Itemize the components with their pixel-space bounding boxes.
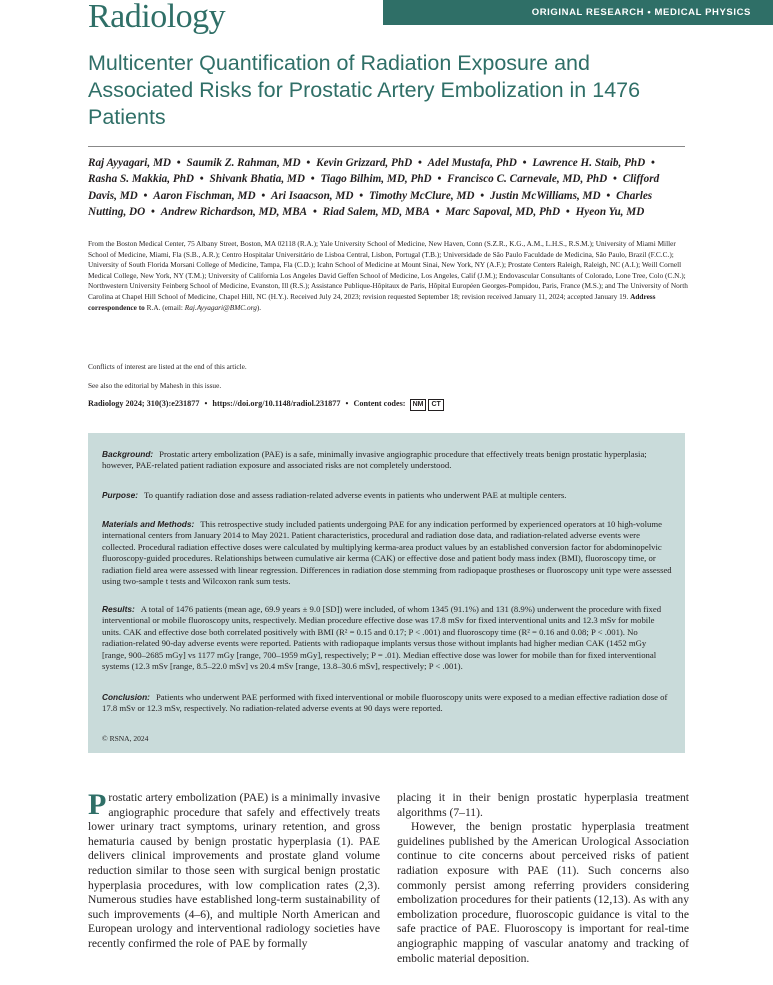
- author-name: Charles Nutting, DO: [88, 189, 653, 218]
- author-name: Kevin Grizzard, PhD: [316, 157, 413, 169]
- author-separator: •: [415, 157, 425, 169]
- conclusion-text: Patients who underwent PAE performed with fixed interventional or mobile fluoroscopy units were exposed to a median effective radiation dose of 17.8 mSv or 12.3 mSv, respectively. No radiation-related adverse events at 90 days were reported.: [102, 692, 668, 714]
- author-separator: •: [648, 157, 655, 169]
- author-separator: •: [148, 205, 158, 218]
- abstract-results: [102, 604, 672, 672]
- conclusion-label: Conclusion:: [102, 692, 150, 702]
- author-name: Marc Sapoval, MD, PhD: [445, 205, 561, 218]
- methods-label: Materials and Methods:: [102, 519, 195, 529]
- body-column-left: [88, 788, 380, 952]
- author-separator: •: [303, 157, 314, 169]
- author-list: [88, 155, 688, 220]
- drop-cap: P: [88, 788, 107, 821]
- author-separator: •: [610, 173, 620, 186]
- author-name: Adel Mustafa, PhD: [427, 157, 517, 169]
- author-separator: •: [258, 189, 269, 202]
- author-name: Tiago Bilhim, MD, PhD: [320, 173, 432, 186]
- author-name: Timothy McClure, MD: [368, 189, 475, 202]
- abstract-purpose: [102, 490, 672, 501]
- citation-line: Radiology 2024; 310(3):e231877 • https://doi.org/10.1148/radiol.231877 • Content codes: NM CT: [88, 399, 444, 411]
- body-right-p2: However, the benign prostatic hyperplasia treatment guidelines published by the American Urological Association continue to cite concerns about perceived risks of patient radiation exposure with PAE (11). Such concerns also commonly persist among referring providers considering embolization procedures for their patients (12,13). As with any embolization procedure, fluoroscopic guidance is vital to the safe practice of PAE. Fluoroscopy is important for real-time angiographic mapping of vascular anatomy and tracking of embolic material deposition.: [397, 820, 689, 965]
- author-name: Raj Ayyagari, MD: [88, 157, 171, 169]
- results-label: Results:: [102, 604, 135, 614]
- article-title: Multicenter Quantification of Radiation Exposure and Associated Risks for Prostatic Artery Embolization in 1476 Patients: [88, 51, 641, 129]
- author-separator: •: [563, 205, 573, 218]
- background-label: Background:: [102, 449, 154, 459]
- author-separator: •: [307, 173, 318, 186]
- author-separator: •: [603, 189, 614, 202]
- title-divider: [88, 146, 685, 147]
- content-code-ct: CT: [428, 399, 443, 411]
- author-name: Andrew Richardson, MD, MBA: [160, 205, 308, 218]
- author-name: Riad Salem, MD, MBA: [322, 205, 430, 218]
- affiliations-text: From the Boston Medical Center, 75 Albany Street, Boston, MA 02118 (R.A.); Yale University School of Medicine, New Haven, Conn (S.Z.R., K.G., A.M., L.H.S., R.S.M.); University of Miami Miller School of Medicine, Miami, Fla (S.B., A.R.); Centro Hospitalar Universitário de Lisboa Central, Lisbon, Portugal (T.B.); Universidade de São Paulo Faculdade de Medicina, São Paulo, Brazil (F.C.C.); University of South Florida Morsani College of Medicine, Tampa, Fla (C.D.); Icahn School of Medicine at Mount Sinai, New York, NY (A.F.); Prostate Centers Raleigh, Raleigh, NC (A.I.); Weill Cornell Medical College, New York, NY (T.M.); University of California Los Angeles David Geffen School of Medicine, Los Angeles, Calif (J.M.); Endovascular Consultants of Colorado, Lone Tree, Colo (C.N.); Northwestern University Feinberg School of Medicine, Evanston, Ill (R.S.); Assistance Publique-Hôpitaux de Paris, Hôpital Européen Georges-Pompidou, Paris, France (M.S.); and The University of North Carolina at Chapel Hill School of Medicine, Chapel Hill, NC (H.Y.). Received July 24, 2023; revision requested September 18; revision received January 11, 2024; accepted January 19.: [88, 239, 688, 301]
- author-name: Aaron Fischman, MD: [153, 189, 256, 202]
- author-name: Lawrence H. Staib, PhD: [532, 157, 646, 169]
- purpose-text: To quantify radiation dose and assess radiation-related adverse events in patients who underwent PAE at multiple centers.: [143, 490, 567, 500]
- author-name: Ari Isaacson, MD: [271, 189, 354, 202]
- body-right-p1: placing it in their benign prostatic hyperplasia treatment algorithms (7–11).: [397, 791, 689, 819]
- abstract-background: [102, 449, 672, 472]
- author-separator: •: [356, 189, 366, 202]
- author-separator: •: [432, 205, 443, 218]
- conflicts-note: Conflicts of interest are listed at the end of this article.: [88, 362, 247, 371]
- author-name: Hyeon Yu, MD: [575, 205, 645, 218]
- abstract-conclusion: [102, 692, 672, 715]
- author-name: Francisco C. Carnevale, MD, PhD: [447, 173, 608, 186]
- author-separator: •: [477, 189, 488, 202]
- author-separator: •: [173, 157, 184, 169]
- author-name: Clifford Davis, MD: [88, 173, 660, 202]
- affiliations: [88, 239, 693, 313]
- body-column-right: [397, 791, 689, 966]
- correspondence-label: Address correspondence to: [88, 291, 656, 312]
- author-separator: •: [140, 189, 151, 202]
- content-codes-label: Content codes:: [353, 399, 406, 408]
- results-text: A total of 1476 patients (mean age, 69.9 years ± 9.0 [SD]) were included, of whom 1345 (91.1%) and 131 (8.9%) underwent the procedure with fixed interventional or mobile fluoroscopy units, respectively. Median procedure effective dose was 17.8 mSv for fixed interventional units and 12.3 mSv for mobile units. CAK and effective dose both correlated positively with BMI (R² = 0.15 and 0.17; P < .001) and fluoroscopy time (R² = 0.16 and 0.08; P < .001). No radiation-related 90-day adverse events were reported. Patients with radiopaque implants versus those without implants had higher median CAK (1452 mGy [range, 900–2685 mGy] vs 1177 mGy [range, 700–1959 mGy], respectively; P = .01). Median effective dose was lower for mobile than for fixed interventional systems (12.3 mSv [range, 8.5–22.0 mSv] vs 20.4 mSv [range, 13.8–30.6 mSv], respectively; P < .001).: [102, 604, 662, 672]
- author-separator: •: [310, 205, 320, 218]
- author-name: Justin McWilliams, MD: [490, 189, 601, 202]
- author-separator: •: [519, 157, 530, 169]
- doi-link[interactable]: https://doi.org/10.1148/radiol.231877: [212, 399, 341, 408]
- journal-logo: Radiology: [88, 0, 226, 35]
- author-separator: •: [197, 173, 207, 186]
- abstract-methods: [102, 519, 672, 587]
- methods-text: This retrospective study included patients undergoing PAE for any indication performed by experienced operators at 10 high-volume international centers from January 2014 to May 2021. Patient characteristics, procedural and radiation dose data, and radiation-related adverse events were collected. Procedural radiation effective doses were calculated by multiplying kerma-area product values by an established conversion factor for abdominopelvic fluoroscopy-guided procedures. Relationships between cumulative air kerma (CAK) or effective dose and patient body mass index (BMI), fluoroscopy time, or radiation field area were assessed with linear regression. Differences in radiation dose stemming from radiopaque prostheses or fluoroscopy unit type were assessed using two-sample t tests and Wilcoxon rank sum tests.: [102, 519, 672, 587]
- author-name: Rasha S. Makkia, PhD: [88, 173, 194, 186]
- author-name: Saumik Z. Rahman, MD: [186, 157, 301, 169]
- author-name: Shivank Bhatia, MD: [209, 173, 305, 186]
- correspondence-end: ).: [256, 302, 262, 312]
- body-left-text: rostatic artery embolization (PAE) is a minimally invasive angiographic procedure that safely and effectively treats lower urinary tract symptoms, urinary retention, and gross hematuria caused by benign prostatic hyperplasia (1). PAE delivers clinical improvements and prostate gland volume reduction similar to those seen with surgical benign prostatic hyperplasia procedures, with low complication rates (2,3). Numerous studies have established long-term sustainability of such improvements (4–6), and multiple North American and European urology and interventional radiology societies have recently confirmed the role of PAE by formally: [88, 791, 380, 950]
- editorial-note: See also the editorial by Mahesh in this issue.: [88, 381, 222, 390]
- correspondence-text: R.A. (email:: [146, 302, 183, 312]
- abstract-copyright: © RSNA, 2024: [102, 734, 149, 743]
- purpose-label: Purpose:: [102, 490, 138, 500]
- section-banner: ORIGINAL RESEARCH • MEDICAL PHYSICS: [383, 0, 773, 25]
- content-code-nm: NM: [410, 399, 427, 411]
- journal-reference: Radiology 2024; 310(3):e231877: [88, 399, 200, 408]
- author-separator: •: [434, 173, 445, 186]
- correspondence-email[interactable]: Raj.Ayyagari@BMC.org: [184, 302, 257, 312]
- background-text: Prostatic artery embolization (PAE) is a safe, minimally invasive angiographic procedure that effectively treats benign prostatic hyperplasia; however, PAE-related patient radiation exposure and associated risks are not completely understood.: [102, 449, 647, 471]
